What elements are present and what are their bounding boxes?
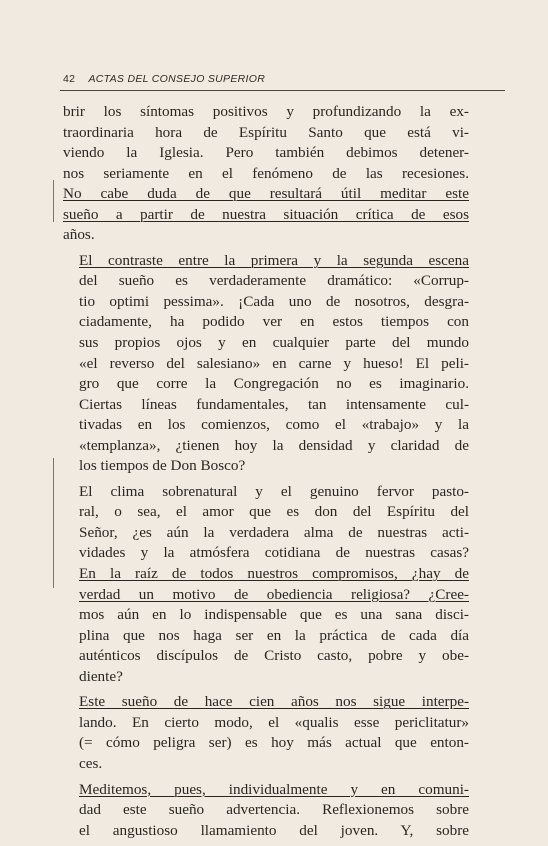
body-text	[63, 102, 469, 846]
text-line: Ciertas líneas fundamentales, tan intensamente cul-	[79, 395, 469, 413]
text-line: el angustioso llamamiento del joven. Y, sobre	[79, 821, 469, 839]
text-line: El contraste entre la primera y la segunda escena	[79, 251, 469, 269]
text-line: los tiempos de Don Bosco?	[79, 457, 246, 475]
text-line: mos aún en lo indispensable que es una sana disci-	[79, 606, 469, 624]
text-line: auténticos discípulos de Cristo casto, pobre y obe-	[79, 647, 469, 665]
text-line: No cabe duda de que resultará útil meditar este	[63, 185, 469, 203]
paragraph	[63, 102, 469, 246]
paragraph	[63, 482, 469, 687]
paragraph	[63, 780, 469, 842]
text-line: del sueño es verdaderamente dramático: «Corrup-	[79, 272, 469, 290]
running-header	[63, 73, 265, 85]
margin-mark	[53, 458, 54, 588]
text-line: brir los síntomas positivos y profundizando la ex-	[63, 103, 469, 120]
text-line: plina que nos haga ser en la práctica de cada día	[79, 626, 469, 644]
text-line: Meditemos, pues, individualmente y en comuni-	[79, 780, 469, 798]
text-line: ces.	[79, 754, 103, 772]
text-line: El clima sobrenatural y el genuino fervor pasto-	[79, 482, 469, 500]
text-line: sus propios ojos y en cualquier parte del mundo	[79, 334, 469, 352]
text-line: viendo la Iglesia. Pero también debimos detener-	[63, 144, 469, 162]
text-line: tio optimi pessima». ¡Cada uno de nosotros, desgra-	[79, 292, 469, 310]
text-line: verdad un motivo de obediencia religiosa? ¿Cree-	[79, 585, 469, 603]
text-line: diente?	[79, 667, 123, 685]
text-line: lando. En cierto modo, el «qualis esse periclitatur»	[79, 713, 469, 731]
text-line: gro que corre la Congregación no es imaginario.	[79, 375, 469, 393]
page-number: 42	[63, 73, 76, 85]
text-line: vidades y la atmósfera cotidiana de nuestras casas?	[79, 544, 469, 562]
text-line: tivadas en los comienzos, como el «trabajo» y la	[79, 416, 469, 434]
text-line: (= cómo peligra ser) es hoy más actual que enton-	[79, 734, 469, 752]
text-line: Señor, ¿es aún la verdadera alma de nuestras acti-	[79, 523, 469, 541]
text-line: traordinaria hora de Espíritu Santo que está vi-	[63, 123, 469, 141]
text-line: dad este sueño advertencia. Reflexionemos sobre	[79, 801, 469, 819]
text-line: ral, o sea, el amor que es don del Espíritu del	[79, 503, 469, 521]
margin-mark	[53, 180, 54, 222]
text-line: «el reverso del salesiano» en carne y hueso! El peli-	[79, 354, 469, 372]
text-line: ciadamente, ha podido ver en estos tiempos con	[79, 313, 469, 331]
paragraph	[63, 692, 469, 774]
running-title: ACTAS DEL CONSEJO SUPERIOR	[88, 73, 266, 85]
text-line: años.	[63, 226, 95, 244]
paragraph	[63, 251, 469, 477]
text-line: sueño a partir de nuestra situación crítica de esos	[63, 205, 469, 223]
text-line: nos seriamente en el fenómeno de las recesiones.	[63, 164, 469, 182]
text-line: En la raíz de todos nuestros compromisos, ¿hay de	[79, 565, 469, 583]
text-line: Este sueño de hace cien años nos sigue interpe-	[79, 693, 469, 711]
text-line: «templanza», ¿tienen hoy la densidad y claridad de	[79, 436, 469, 454]
header-rule	[60, 90, 505, 91]
